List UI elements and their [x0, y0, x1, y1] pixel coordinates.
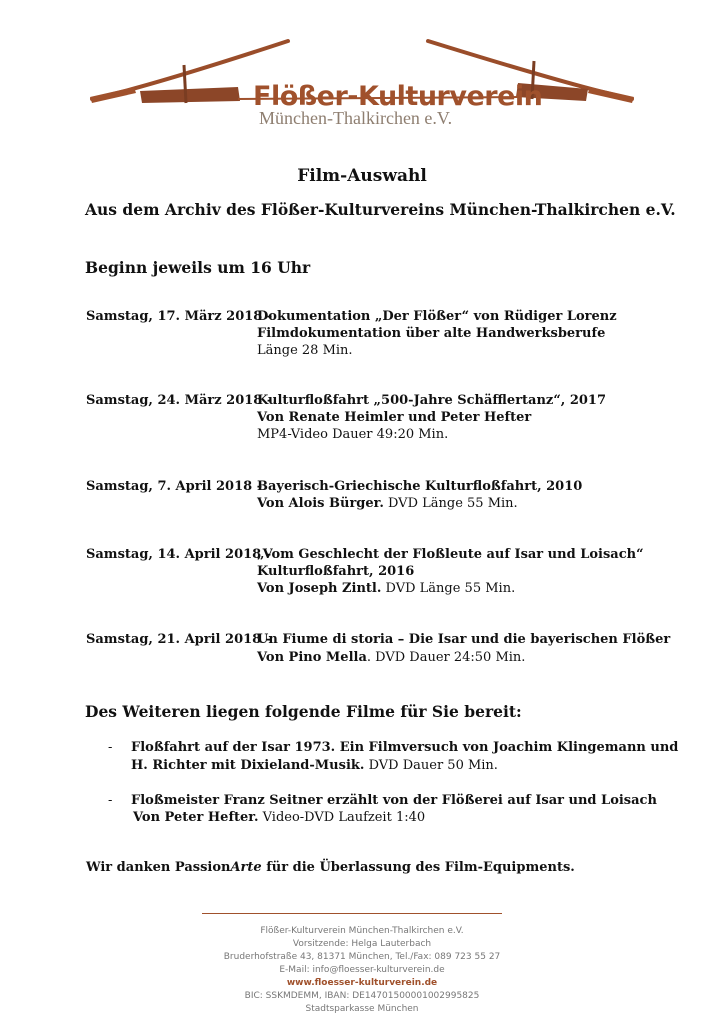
logo — [88, 35, 636, 130]
footer-bank: BIC: SSKMDEMM, IBAN: DE14701500001002995825 — [244, 991, 480, 1001]
logo-subtitle: München-Thalkirchen e.V. — [259, 108, 453, 128]
event-length: DVD Länge 55 Min. — [383, 496, 518, 511]
page-title: Film-Auswahl — [297, 166, 427, 186]
event-detail: Kulturfloßfahrt, 2016 — [257, 564, 415, 579]
event-length: DVD Länge 55 Min. — [381, 581, 516, 596]
footer-org: Flößer-Kulturverein München-Thalkirchen e.V. — [260, 926, 464, 936]
event-title: Kulturfloßfahrt „500-Jahre Schäfflertanz“, 2017 — [257, 393, 607, 408]
event-detail: Filmdokumentation über alte Handwerksberufe — [257, 326, 606, 341]
event-title: „Vom Geschlecht der Floßleute auf Isar und Loisach“ — [257, 547, 644, 562]
event-date: Samstag, 17. März 2018 - — [86, 309, 273, 324]
list-item-author: Von Peter Hefter. — [133, 810, 259, 825]
footer-chair: Vorsitzende: Helga Lauterbach — [292, 939, 432, 949]
list-item-author: H. Richter mit Dixieland-Musik. — [131, 758, 365, 773]
event-title: Un Fiume di storia – Die Isar und die bayerischen Flößer — [257, 632, 671, 647]
thanks-text: für die Überlassung des Film-Equipments. — [261, 860, 575, 875]
event-length: Länge 28 Min. — [257, 343, 353, 358]
list-item-length: Video-DVD Laufzeit 1:40 — [258, 810, 426, 825]
event-length: MP4-Video Dauer 49:20 Min. — [257, 427, 449, 442]
list-bullet: - — [108, 740, 113, 755]
thanks-text: Wir danken Passion — [86, 860, 231, 875]
list-bullet: - — [108, 793, 113, 808]
footer-bank-name: Stadtsparkasse München — [305, 1004, 419, 1014]
further-films-heading: Des Weiteren liegen folgende Filme für Sie bereit: — [85, 702, 522, 721]
event-detail — [257, 581, 515, 596]
list-item-detail — [133, 810, 425, 825]
event-detail — [257, 650, 525, 665]
list-item-detail — [131, 758, 498, 773]
event-detail: Von Renate Heimler und Peter Hefter — [257, 410, 532, 425]
list-item-title: Floßfahrt auf der Isar 1973. Ein Filmversuch von Joachim Klingemann und — [131, 740, 679, 755]
list-item-title: Floßmeister Franz Seitner erzählt von der Flößerei auf Isar und Loisach — [131, 793, 657, 808]
thanks-note — [86, 860, 575, 875]
event-length: . DVD Dauer 24:50 Min. — [366, 650, 526, 665]
event-date: Samstag, 21. April 2018 - — [86, 632, 272, 647]
event-title: Bayerisch-Griechische Kulturfloßfahrt, 2010 — [257, 479, 583, 494]
event-author: Von Alois Bürger. — [257, 496, 384, 511]
page-subtitle: Aus dem Archiv des Flößer-Kulturvereins München-Thalkirchen e.V. — [85, 200, 676, 219]
list-item-length: DVD Dauer 50 Min. — [364, 758, 498, 773]
event-date: Samstag, 14. April 2018 - — [86, 547, 272, 562]
logo-title: Flößer-Kulturverein — [253, 81, 543, 112]
footer-email: E-Mail: info@floesser-kulturverein.de — [279, 965, 445, 975]
footer-divider — [202, 913, 502, 914]
thanks-brand: Arte — [230, 860, 262, 875]
event-author: Von Pino Mella — [257, 650, 367, 665]
start-time-note: Beginn jeweils um 16 Uhr — [85, 258, 311, 277]
event-detail — [257, 496, 518, 511]
event-author: Von Joseph Zintl. — [257, 581, 382, 596]
footer-address: Bruderhofstraße 43, 81371 München, Tel./Fax: 089 723 55 27 — [223, 952, 501, 962]
event-date: Samstag, 24. März 2018 - — [86, 393, 273, 408]
footer-website-link[interactable]: www.floesser-kulturverein.de — [286, 978, 438, 988]
event-title: Dokumentation „Der Flößer“ von Rüdiger Lorenz — [257, 309, 617, 324]
event-date: Samstag, 7. April 2018 - — [86, 479, 263, 494]
